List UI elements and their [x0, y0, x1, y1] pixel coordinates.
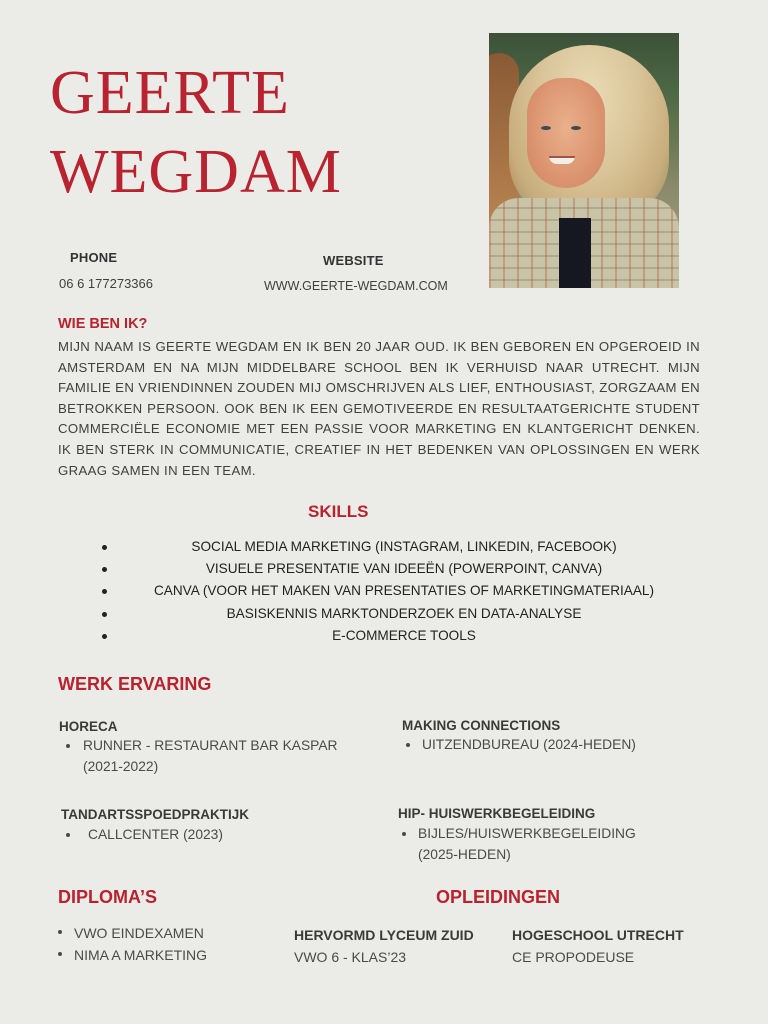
website-label: WEBSITE [323, 253, 384, 268]
job-tandartsspoedpraktijk [61, 807, 361, 846]
school-hervormd-lyceum-zuid [294, 927, 474, 965]
skills-list [100, 536, 690, 647]
bullet-icon [102, 567, 107, 572]
website-link[interactable]: WWW.GEERTE-WEGDAM.COM [264, 279, 448, 293]
job-items [61, 825, 361, 846]
job-items [402, 735, 702, 756]
school-detail: CE PROPODEUSE [512, 949, 635, 965]
bullet-icon [102, 545, 107, 550]
skill-item: CANVA (VOOR HET MAKEN VAN PRESENTATIES OF MARKETINGMATERIAAL) [100, 580, 690, 602]
skill-item: VISUELE PRESENTATIE VAN IDEEËN (POWERPOINT, CANVA) [100, 558, 690, 580]
diplomas-heading: DIPLOMA’S [58, 887, 158, 907]
skills-heading: SKILLS [308, 502, 369, 521]
job-title: TANDARTSSPOEDPRAKTIJK [61, 807, 250, 822]
job-item: CALLCENTER (2023) [61, 825, 361, 846]
job-horeca [59, 719, 359, 777]
profile-photo [489, 33, 679, 288]
skill-item: BASISKENNIS MARKTONDERZOEK EN DATA-ANALYSE [100, 603, 690, 625]
bullet-icon [402, 832, 406, 836]
diploma-item: VWO EINDEXAMEN [54, 922, 207, 944]
job-title: HIP- HUISWERKBEGELEIDING [398, 806, 596, 821]
education-heading: OPLEIDINGEN [436, 887, 561, 907]
work-heading: WERK ERVARING [58, 674, 212, 694]
diploma-item: NIMA A MARKETING [54, 944, 207, 966]
bullet-icon [58, 952, 62, 956]
diplomas-list [54, 922, 207, 966]
bullet-icon [66, 833, 70, 837]
job-title: MAKING CONNECTIONS [402, 718, 561, 733]
job-items [398, 824, 668, 865]
job-item: BIJLES/HUISWERKBEGELEIDING (2025-HEDEN) [398, 824, 668, 865]
school-detail: VWO 6 - KLAS’23 [294, 949, 407, 965]
about-heading: WIE BEN IK? [58, 316, 148, 332]
bullet-icon [58, 930, 62, 934]
job-item: UITZENDBUREAU (2024-HEDEN) [402, 735, 702, 756]
first-name: GEERTE [50, 59, 290, 127]
phone-value: 06 6 177273366 [59, 276, 153, 291]
job-title: HORECA [59, 719, 118, 734]
bullet-icon [102, 634, 107, 639]
phone-label: PHONE [70, 250, 118, 265]
job-making-connections [402, 718, 702, 756]
last-name: WEGDAM [50, 138, 342, 206]
bullet-icon [66, 744, 70, 748]
bullet-icon [406, 743, 410, 747]
job-hip-huiswerkbegeleiding [398, 806, 688, 865]
job-items [59, 736, 359, 777]
bullet-icon [102, 589, 107, 594]
school-hogeschool-utrecht [512, 927, 684, 965]
school-name: HERVORMD LYCEUM ZUID [294, 927, 474, 943]
school-name: HOGESCHOOL UTRECHT [512, 927, 684, 943]
job-item: RUNNER - RESTAURANT BAR KASPAR (2021-2022) [59, 736, 359, 777]
bullet-icon [102, 612, 107, 617]
skill-item: E-COMMERCE TOOLS [100, 625, 690, 647]
about-text: MIJN NAAM IS GEERTE WEGDAM EN IK BEN 20 JAAR OUD. IK BEN GEBOREN EN OPGEROEID IN AMSTERDAM EN NA MIJN MIDDELBARE SCHOOL BEN IK VERHUISD NAAR UTRECHT. MIJN FAMILIE EN VRIENDINNEN ZOUDEN MIJ OMSCHRIJVEN ALS LIEF, ENTHOUSIAST, ZORGZAAM EN BETROKKEN PERSOON. OOK BEN IK EEN GEMOTIVEERDE EN RESULTAATGERICHTE STUDENT COMMERCIËLE ECONOMIE MET EEN PASSIE VOOR MARKETING EN KLANTGERICHT DENKEN. IK BEN STERK IN COMMUNICATIE, CREATIEF IN HET BEDENKEN VAN OPLOSSINGEN EN WERK GRAAG SAMEN IN EEN TEAM. [58, 339, 700, 478]
skill-item: SOCIAL MEDIA MARKETING (INSTAGRAM, LINKEDIN, FACEBOOK) [100, 536, 690, 558]
